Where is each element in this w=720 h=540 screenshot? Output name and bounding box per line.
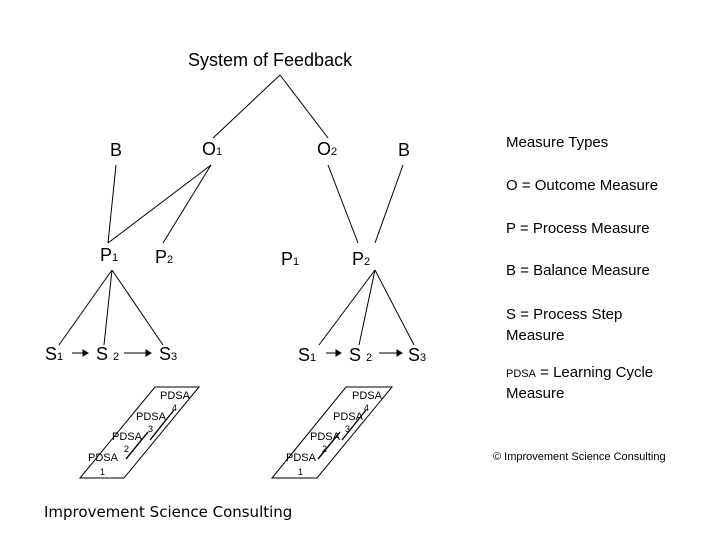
legend-outcome: O = Outcome Measure <box>506 177 659 194</box>
line-p1-s3 <box>112 270 163 345</box>
line-o1-p1 <box>108 165 211 243</box>
line-o2-p2 <box>328 165 358 243</box>
legend-pdsa-line1: PDSA = Learning Cycle <box>506 364 654 381</box>
diagram-title: System of Feedback <box>188 50 353 70</box>
line-p1-s1 <box>59 270 112 345</box>
arrow-s2-s3-right <box>397 350 402 356</box>
line-p2-s3 <box>375 270 414 345</box>
footer-credit-left: Improvement Science Consulting <box>44 503 293 521</box>
pdsa-num-left-4: 4 <box>172 403 178 413</box>
process-node-right-1: P1 <box>281 249 300 269</box>
line-p1-s2 <box>104 270 112 345</box>
arrow-s1-s2-right <box>336 350 341 356</box>
outcome-node-1: O1 <box>202 139 223 159</box>
legend-heading: Measure Types <box>506 134 609 151</box>
pdsa-num-left-2: 2 <box>124 444 130 454</box>
pdsa-num-right-1: 1 <box>298 467 304 477</box>
pdsa-num-right-4: 4 <box>364 403 370 413</box>
pdsa-num-right-3: 3 <box>345 424 351 434</box>
legend-balance: B = Balance Measure <box>506 262 650 279</box>
legend-step-line1: S = Process Step <box>506 306 623 323</box>
step-node-left-3: S3 <box>159 344 178 364</box>
line-b-p1 <box>108 165 116 243</box>
step-node-right-2: S 2 <box>349 345 373 365</box>
footer-credit-right: © Improvement Science Consulting <box>493 451 666 463</box>
line-title-o2 <box>280 75 328 138</box>
arrow-s1-s2-left <box>83 350 88 356</box>
pdsa-label-left-2: PDSA <box>112 431 142 443</box>
legend-process: P = Process Measure <box>506 220 650 237</box>
arrow-s2-s3-left <box>146 350 151 356</box>
pdsa-label-right-3: PDSA <box>333 411 363 423</box>
step-node-left-2: S 2 <box>96 344 120 364</box>
balance-node-right: B <box>398 140 411 160</box>
step-node-left-1: S1 <box>45 344 64 364</box>
line-title-o1 <box>213 75 280 138</box>
step-node-right-1: S1 <box>298 345 317 365</box>
pdsa-num-left-3: 3 <box>148 424 154 434</box>
pdsa-label-right-1: PDSA <box>286 452 316 464</box>
pdsa-num-right-2: 2 <box>322 444 328 454</box>
process-node-left-2: P2 <box>155 247 174 267</box>
pdsa-num-left-1: 1 <box>100 467 106 477</box>
line-o1-p2 <box>163 165 211 243</box>
pdsa-label-right-2: PDSA <box>310 431 340 443</box>
pdsa-label-right-4: PDSA <box>352 390 382 402</box>
pdsa-label-left-1: PDSA <box>88 452 118 464</box>
process-node-left-1: P1 <box>100 245 119 265</box>
legend-step-line2: Measure <box>506 327 565 344</box>
outcome-node-2: O2 <box>317 139 338 159</box>
pdsa-label-left-3: PDSA <box>136 411 166 423</box>
step-node-right-3: S3 <box>408 345 427 365</box>
line-b-p2 <box>375 165 403 243</box>
legend-pdsa-line2: Measure <box>506 385 565 402</box>
pdsa-label-left-4: PDSA <box>160 390 190 402</box>
balance-node-left: B <box>110 140 123 160</box>
process-node-right-2: P2 <box>352 249 371 269</box>
